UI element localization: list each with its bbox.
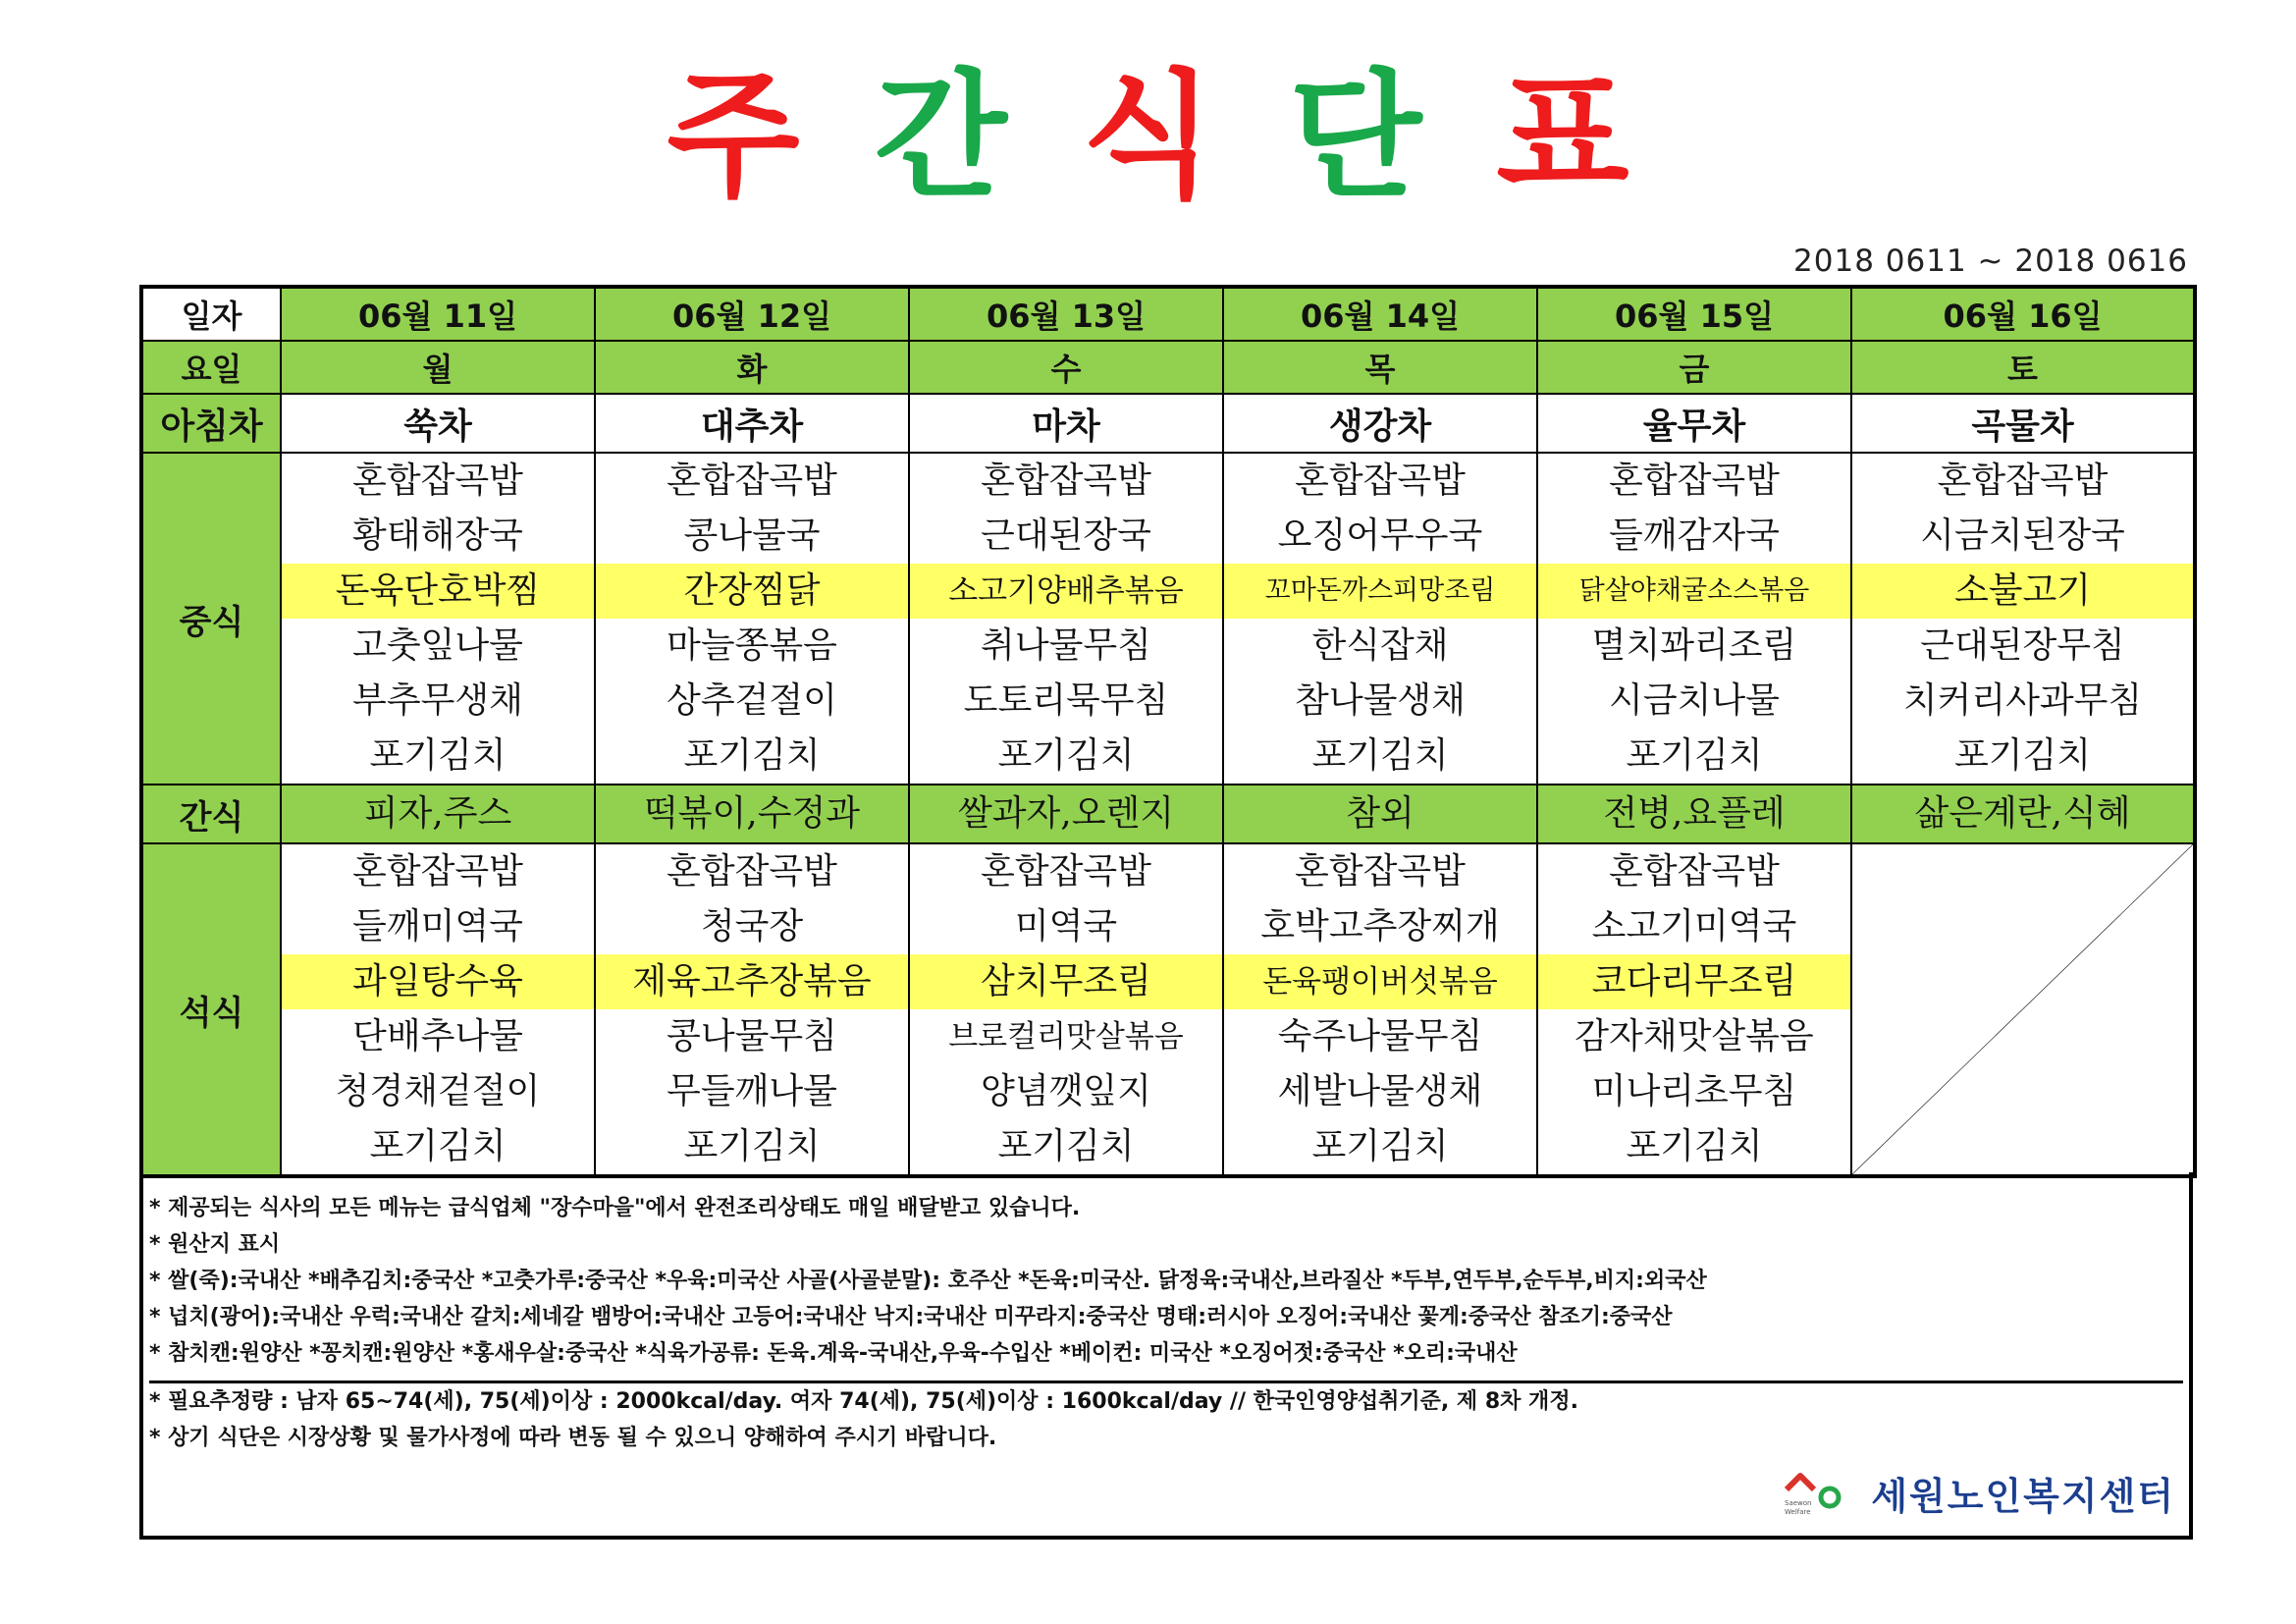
weekday-cell: 토 bbox=[1851, 341, 2195, 394]
menu-item: 오징어무우국 bbox=[1277, 515, 1483, 556]
menu-item: 멸치꽈리조림 bbox=[1591, 625, 1797, 666]
menu-item: 포기김치 bbox=[997, 735, 1135, 776]
menu-item: 소고기양배추볶음 bbox=[910, 564, 1222, 619]
menu-item: 포기김치 bbox=[1311, 1126, 1449, 1166]
menu-item: 혼합잡곡밥 bbox=[1609, 851, 1780, 892]
menu-item: 혼합잡곡밥 bbox=[1609, 460, 1780, 501]
menu-item: 포기김치 bbox=[683, 735, 821, 776]
snack-cell bbox=[1537, 785, 1851, 843]
menu-item: 시금치나물 bbox=[1609, 680, 1780, 721]
weekday-cell: 목 bbox=[1223, 341, 1537, 394]
meal-cell bbox=[595, 453, 909, 785]
menu-item: 취나물무침 bbox=[981, 625, 1151, 666]
lunch-label: 중식 bbox=[141, 453, 281, 785]
menu-item: 상추겉절이 bbox=[667, 680, 837, 721]
menu-item: 단배추나물 bbox=[352, 1016, 523, 1056]
menu-item: 포기김치 bbox=[1311, 735, 1449, 776]
menu-item: 근대된장국 bbox=[981, 515, 1151, 556]
weekday-cell: 금 bbox=[1537, 341, 1851, 394]
note-line: * 제공되는 식사의 모든 메뉴는 급식업체 "장수마을"에서 완전조리상태도 매일 배달받고 있습니다. bbox=[149, 1196, 1081, 1220]
snack-item: 전병,요플레 bbox=[1603, 793, 1786, 834]
menu-item: 혼합잡곡밥 bbox=[667, 851, 837, 892]
weekday-row bbox=[141, 341, 2195, 394]
menu-item: 포기김치 bbox=[1626, 735, 1763, 776]
meal-cell bbox=[1223, 453, 1537, 785]
snack-item: 떡볶이,수정과 bbox=[643, 793, 861, 834]
menu-item: 양념깻잎지 bbox=[981, 1071, 1151, 1111]
menu-item: 치커리사과무침 bbox=[1902, 680, 2143, 721]
note-line: * 넙치(광어):국내산 우럭:국내산 갈치:세네갈 뱀방어:국내산 고등어:국내산 낙지:국내산 미꾸라지:중국산 명태:러시아 오징어:국내산 꽃게:중국산 참조기:중국산 bbox=[149, 1305, 1673, 1329]
menu-item: 소고기미역국 bbox=[1591, 906, 1797, 947]
menu-item: 한식잡채 bbox=[1311, 625, 1449, 666]
meal-cell bbox=[1223, 843, 1537, 1176]
org-name: 세원노인복지센터 bbox=[1871, 1475, 2175, 1518]
tea-cell: 쑥차 bbox=[281, 394, 595, 453]
page-title bbox=[0, 59, 2296, 216]
title-char-3: 식 bbox=[1081, 57, 1215, 217]
note-line: * 참치캔:원양산 *꽁치캔:원양산 *홍새우살:중국산 *식육가공류: 돈육.계육-국내산,우육-수입산 *베이컨: 미국산 *오징어젓:중국산 *오리:국내산 bbox=[149, 1341, 1518, 1366]
menu-item: 콩나물무침 bbox=[667, 1016, 837, 1056]
date-range: 2018 0611 ~ 2018 0616 bbox=[1793, 244, 2188, 279]
menu-item: 들깨미역국 bbox=[352, 906, 523, 947]
empty-meal-cell bbox=[1851, 843, 2195, 1176]
logo-text-2: Welfare bbox=[1785, 1507, 1811, 1516]
date-cell: 06월 15일 bbox=[1537, 287, 1851, 341]
menu-item: 콩나물국 bbox=[683, 515, 821, 556]
morning-tea-label: 아침차 bbox=[141, 394, 281, 453]
meal-cell bbox=[595, 843, 909, 1176]
menu-item: 혼합잡곡밥 bbox=[1295, 851, 1466, 892]
menu-item: 혼합잡곡밥 bbox=[667, 460, 837, 501]
menu-item: 근대된장무침 bbox=[1920, 625, 2125, 666]
dinner-row bbox=[141, 843, 2195, 1176]
menu-item: 포기김치 bbox=[369, 1126, 507, 1166]
menu-item: 부추무생채 bbox=[352, 680, 523, 721]
house-icon bbox=[1783, 1468, 1843, 1519]
date-row bbox=[141, 287, 2195, 341]
note-line: * 쌀(죽):국내산 *배추김치:중국산 *고춧가루:중국산 *우육:미국산 사골(사골분말): 호주산 *돈육:미국산. 닭정육:국내산,브라질산 *두부,연두부,순두부,비지:외국산 bbox=[149, 1269, 1707, 1293]
weekday-cell: 수 bbox=[909, 341, 1223, 394]
weekday-cell: 화 bbox=[595, 341, 909, 394]
menu-item: 소불고기 bbox=[1852, 564, 2193, 619]
menu-item: 황태해장국 bbox=[352, 515, 523, 556]
notes-bottom bbox=[149, 1380, 2183, 1456]
menu-item: 혼합잡곡밥 bbox=[1295, 460, 1466, 501]
menu-item: 닭살야채굴소스볶음 bbox=[1538, 564, 1850, 619]
date-cell: 06월 13일 bbox=[909, 287, 1223, 341]
snack-cell bbox=[1223, 785, 1537, 843]
menu-item: 호박고추장찌개 bbox=[1260, 906, 1500, 947]
snack-cell bbox=[281, 785, 595, 843]
title-char-4: 단 bbox=[1289, 57, 1422, 217]
meal-cell bbox=[281, 453, 595, 785]
menu-item: 혼합잡곡밥 bbox=[981, 460, 1151, 501]
title-char-2: 간 bbox=[874, 57, 1007, 217]
organization bbox=[1783, 1466, 2175, 1520]
snack-cell bbox=[595, 785, 909, 843]
meal-cell bbox=[909, 453, 1223, 785]
org-logo bbox=[1783, 1468, 1843, 1519]
menu-item: 포기김치 bbox=[369, 735, 507, 776]
date-cell: 06월 16일 bbox=[1851, 287, 2195, 341]
menu-item: 돈육팽이버섯볶음 bbox=[1224, 954, 1536, 1009]
snack-item: 참외 bbox=[1346, 793, 1415, 834]
title-char-1: 주 bbox=[667, 57, 800, 217]
title-char-5: 표 bbox=[1496, 57, 1629, 217]
menu-item: 간장찜닭 bbox=[596, 564, 908, 619]
meal-cell bbox=[1537, 843, 1851, 1176]
menu-item: 시금치된장국 bbox=[1920, 515, 2125, 556]
note-line: * 필요추정량 : 남자 65~74(세), 75(세)이상 : 2000kcal/day. 여자 74(세), 75(세)이상 : 1600kcal/day // 한국인영양섭취기준, 제 8차 개정. bbox=[149, 1389, 1578, 1414]
menu-item: 과일탕수육 bbox=[282, 954, 594, 1009]
menu-item: 세발나물생채 bbox=[1277, 1071, 1483, 1111]
snack-item: 피자,주스 bbox=[363, 793, 512, 834]
menu-item: 고춧잎나물 bbox=[352, 625, 523, 666]
notes-top bbox=[149, 1190, 2183, 1372]
menu-item: 도토리묵무침 bbox=[963, 680, 1169, 721]
snack-item: 쌀과자,오렌지 bbox=[957, 793, 1175, 834]
weekly-menu-table bbox=[139, 285, 2197, 1178]
menu-item: 미역국 bbox=[1014, 906, 1118, 947]
dinner-label: 석식 bbox=[141, 843, 281, 1176]
menu-item: 삼치무조림 bbox=[910, 954, 1222, 1009]
menu-item: 제육고추장볶음 bbox=[596, 954, 908, 1009]
note-line: * 상기 식단은 시장상황 및 물가사정에 따라 변동 될 수 있으니 양해하여 주시기 바랍니다. bbox=[149, 1426, 997, 1450]
menu-item: 청국장 bbox=[700, 906, 804, 947]
menu-item: 포기김치 bbox=[683, 1126, 821, 1166]
date-label: 일자 bbox=[141, 287, 281, 341]
menu-item: 브로컬리맛살볶음 bbox=[948, 1019, 1184, 1055]
menu-item: 혼합잡곡밥 bbox=[981, 851, 1151, 892]
menu-item: 청경채겉절이 bbox=[335, 1071, 541, 1111]
menu-item: 감자채맛살볶음 bbox=[1575, 1016, 1814, 1056]
menu-item: 숙주나물무침 bbox=[1277, 1016, 1483, 1056]
menu-item: 들깨감자국 bbox=[1609, 515, 1780, 556]
tea-cell: 곡물차 bbox=[1851, 394, 2195, 453]
snack-item: 삶은계란,식혜 bbox=[1914, 793, 2131, 834]
tea-cell: 마차 bbox=[909, 394, 1223, 453]
lunch-row bbox=[141, 453, 2195, 785]
weekday-label: 요일 bbox=[141, 341, 281, 394]
menu-item: 코다리무조림 bbox=[1538, 954, 1850, 1009]
notes-section bbox=[139, 1172, 2193, 1540]
note-line: * 원산지 표시 bbox=[149, 1232, 281, 1257]
logo-text-1: Saewon bbox=[1785, 1498, 1812, 1507]
menu-item: 참나물생채 bbox=[1295, 680, 1466, 721]
menu-item: 마늘쫑볶음 bbox=[667, 625, 837, 666]
tea-cell: 율무차 bbox=[1537, 394, 1851, 453]
snack-label: 간식 bbox=[141, 785, 281, 843]
date-cell: 06월 11일 bbox=[281, 287, 595, 341]
snack-cell bbox=[1851, 785, 2195, 843]
menu-item: 포기김치 bbox=[1953, 735, 2092, 776]
menu-item: 혼합잡곡밥 bbox=[1937, 460, 2109, 501]
snack-cell bbox=[909, 785, 1223, 843]
menu-item: 돈육단호박찜 bbox=[282, 564, 594, 619]
date-cell: 06월 14일 bbox=[1223, 287, 1537, 341]
tea-cell: 대추차 bbox=[595, 394, 909, 453]
snack-row bbox=[141, 785, 2195, 843]
meal-cell bbox=[909, 843, 1223, 1176]
tea-cell: 생강차 bbox=[1223, 394, 1537, 453]
diagonal-line bbox=[1852, 844, 2193, 1174]
meal-cell bbox=[1851, 453, 2195, 785]
menu-item: 미나리초무침 bbox=[1591, 1071, 1797, 1111]
menu-item: 혼합잡곡밥 bbox=[352, 851, 523, 892]
meal-cell bbox=[281, 843, 595, 1176]
menu-item: 혼합잡곡밥 bbox=[352, 460, 523, 501]
date-cell: 06월 12일 bbox=[595, 287, 909, 341]
menu-item: 꼬마돈까스피망조림 bbox=[1224, 564, 1536, 619]
menu-item: 무들깨나물 bbox=[667, 1071, 837, 1111]
morning-tea-row bbox=[141, 394, 2195, 453]
weekday-cell: 월 bbox=[281, 341, 595, 394]
menu-item: 포기김치 bbox=[1626, 1126, 1763, 1166]
menu-item: 포기김치 bbox=[997, 1126, 1135, 1166]
meal-cell bbox=[1537, 453, 1851, 785]
